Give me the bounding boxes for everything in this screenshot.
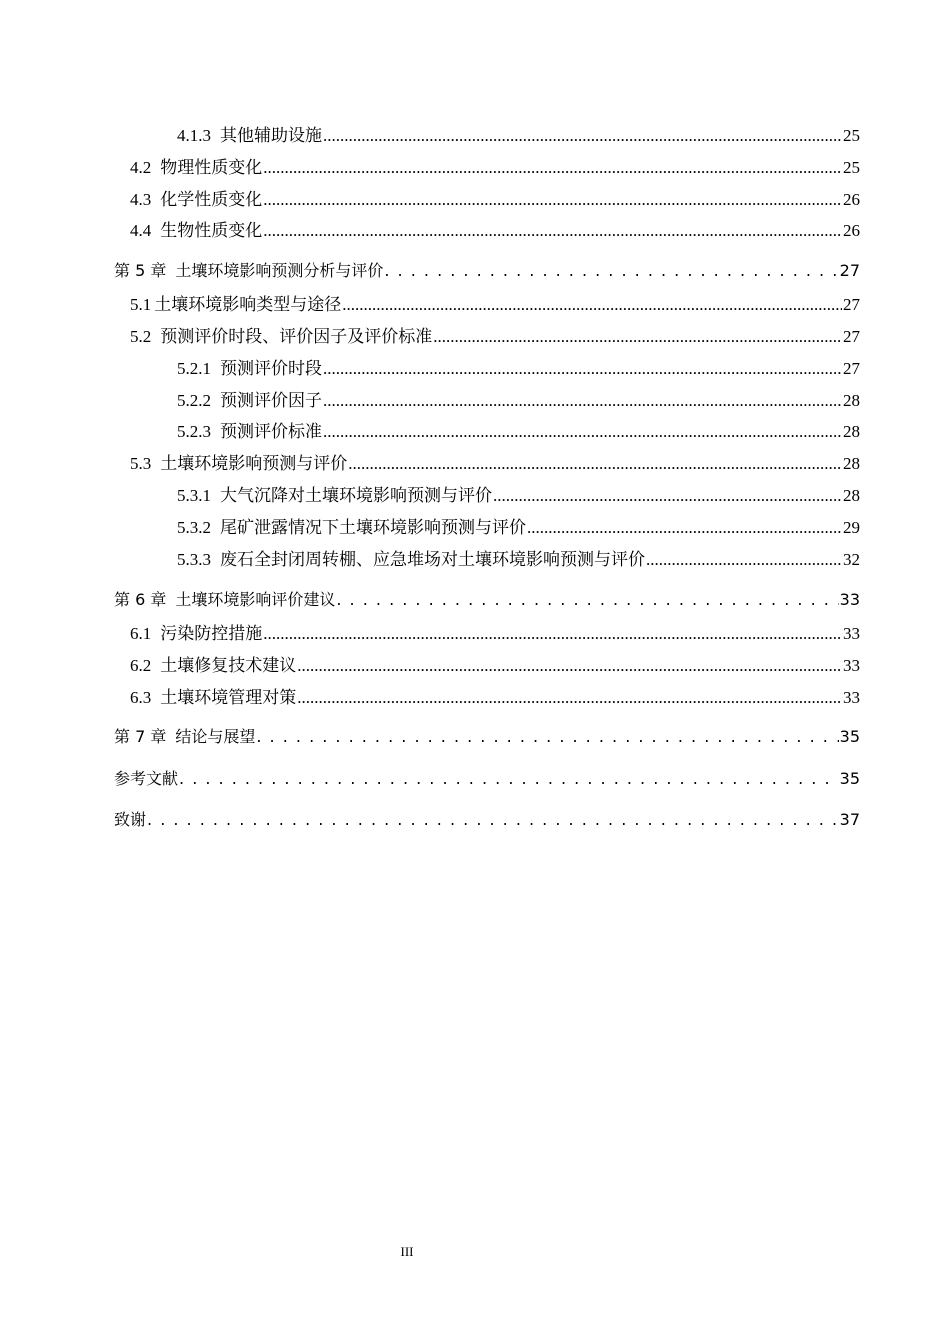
- toc-number: 6.1: [130, 624, 152, 643]
- toc-page: 33: [843, 656, 860, 675]
- dot-leader: [493, 486, 842, 506]
- toc-entry-5-3-3[interactable]: [177, 545, 860, 567]
- toc-page: 28: [843, 422, 860, 441]
- dot-leader: [348, 454, 842, 474]
- toc-number: 4.2: [130, 158, 152, 177]
- toc-page: 27: [843, 327, 860, 346]
- dot-leader: [297, 688, 842, 708]
- toc-number: 6.2: [130, 656, 152, 675]
- toc-title: 预测评价时段: [220, 359, 322, 378]
- toc-page: 28: [843, 454, 860, 473]
- toc-title: 参考文献: [114, 769, 179, 788]
- dot-leader: [342, 295, 842, 315]
- toc-page: 27: [839, 261, 860, 280]
- toc-title: 土壤环境管理对策: [160, 688, 297, 707]
- dot-leader: [646, 550, 842, 570]
- toc-title: 尾矿泄露情况下土壤环境影响预测与评价: [220, 518, 526, 537]
- toc-number: 4.1.3: [177, 126, 211, 145]
- toc-page: 28: [843, 486, 860, 505]
- toc-title: 其他辅助设施: [220, 126, 322, 145]
- toc-entry-acknowledgements[interactable]: [114, 807, 860, 829]
- dot-leader: [323, 126, 842, 146]
- dot-leader: [263, 624, 842, 644]
- toc-entry-5-1[interactable]: [130, 290, 860, 312]
- toc-page: 27: [843, 295, 860, 314]
- toc-title: 预测评价因子: [220, 391, 322, 410]
- dot-leader: [297, 656, 842, 676]
- dot-leader: [323, 391, 842, 411]
- toc-page: 32: [843, 550, 860, 569]
- toc-entry-5-2-2[interactable]: [177, 386, 860, 408]
- toc-number: 5.2.1: [177, 359, 211, 378]
- toc-title: 物理性质变化: [160, 158, 263, 177]
- toc-page: 29: [843, 518, 860, 537]
- dot-leader: [433, 327, 842, 347]
- toc-title: 预测评价标准: [220, 422, 322, 441]
- dot-leader: [179, 769, 839, 788]
- toc-page: 25: [843, 158, 860, 177]
- toc-number: 5.3.3: [177, 550, 211, 569]
- toc-number: 5.2.3: [177, 422, 211, 441]
- dot-leader: [384, 261, 838, 280]
- toc-entry-6-1[interactable]: [130, 619, 860, 641]
- toc-entry-references[interactable]: [114, 766, 860, 788]
- dot-leader: [147, 810, 839, 829]
- toc-number: 第 5 章: [114, 261, 167, 280]
- toc-title: 结论与展望: [175, 727, 256, 746]
- toc-entry-chapter-5[interactable]: [114, 258, 860, 280]
- toc-number: 5.1: [130, 295, 152, 314]
- toc-page: 26: [843, 190, 860, 209]
- toc-title: 污染防控措施: [160, 624, 263, 643]
- toc-number: 第 7 章: [114, 727, 167, 746]
- toc-page: 33: [839, 590, 860, 609]
- toc-entry-4-2[interactable]: [130, 153, 860, 175]
- toc-entry-4-4[interactable]: [130, 216, 860, 238]
- toc-page: 28: [843, 391, 860, 410]
- dot-leader: [527, 518, 842, 538]
- toc-title: 土壤环境影响预测与评价: [160, 454, 348, 473]
- toc-entry-5-3-2[interactable]: [177, 513, 860, 535]
- toc-page: 25: [843, 126, 860, 145]
- toc-title: 致谢: [114, 810, 147, 829]
- toc-entry-4-1-3[interactable]: [177, 121, 860, 143]
- dot-leader: [256, 727, 838, 746]
- toc-number: 5.3.1: [177, 486, 211, 505]
- toc-entry-5-2-3[interactable]: [177, 417, 860, 439]
- toc-title: 土壤环境影响评价建议: [175, 590, 336, 609]
- toc-title: 大气沉降对土壤环境影响预测与评价: [220, 486, 492, 505]
- dot-leader: [323, 422, 842, 442]
- toc-title: 化学性质变化: [160, 190, 263, 209]
- toc-page: 37: [839, 810, 860, 829]
- toc-number: 4.4: [130, 221, 152, 240]
- dot-leader: [323, 359, 842, 379]
- toc-number: 6.3: [130, 688, 152, 707]
- toc-number: 5.3: [130, 454, 152, 473]
- dot-leader: [336, 590, 838, 609]
- toc-page: 33: [843, 624, 860, 643]
- toc-entry-5-2-1[interactable]: [177, 354, 860, 376]
- toc-page: 26: [843, 221, 860, 240]
- toc-title: 预测评价时段、评价因子及评价标准: [160, 327, 433, 346]
- toc-number: 5.2: [130, 327, 152, 346]
- page-number-footer: III: [400, 1244, 414, 1259]
- toc-entry-chapter-6[interactable]: [114, 587, 860, 609]
- toc-page: 35: [839, 727, 860, 746]
- dot-leader: [263, 158, 842, 178]
- toc-page: 33: [843, 688, 860, 707]
- toc-entry-6-2[interactable]: [130, 651, 860, 673]
- toc-entry-5-2[interactable]: [130, 322, 860, 344]
- toc-title: 生物性质变化: [160, 221, 263, 240]
- toc-entry-5-3-1[interactable]: [177, 481, 860, 503]
- toc-title: 废石全封闭周转棚、应急堆场对土壤环境影响预测与评价: [220, 550, 645, 569]
- toc-number: 4.3: [130, 190, 152, 209]
- toc-entry-6-3[interactable]: [130, 683, 860, 705]
- toc-entry-4-3[interactable]: [130, 185, 860, 207]
- toc-page: 27: [843, 359, 860, 378]
- toc-title: 土壤环境影响预测分析与评价: [175, 261, 384, 280]
- toc-entry-chapter-7[interactable]: [114, 724, 860, 746]
- toc-number: 5.3.2: [177, 518, 211, 537]
- dot-leader: [263, 190, 842, 210]
- toc-page: 35: [839, 769, 860, 788]
- toc-number: 第 6 章: [114, 590, 167, 609]
- toc-number: 5.2.2: [177, 391, 211, 410]
- dot-leader: [263, 221, 842, 241]
- toc-title: 土壤环境影响类型与途径: [154, 295, 342, 314]
- toc-title: 土壤修复技术建议: [160, 656, 297, 675]
- toc-entry-5-3[interactable]: [130, 449, 860, 471]
